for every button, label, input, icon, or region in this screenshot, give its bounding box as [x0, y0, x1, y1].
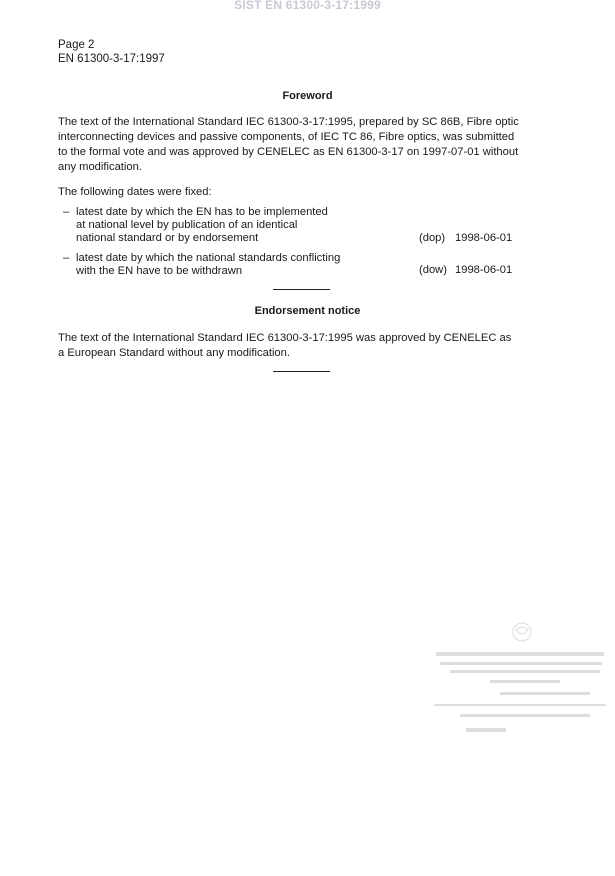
- document-id: EN 61300-3-17:1997: [58, 53, 165, 65]
- date-code-dop: (dop): [419, 232, 446, 244]
- date-value-dop: 1998-06-01: [455, 232, 513, 244]
- foreword-line: interconnecting devices and passive components, of IEC TC 86, Fibre optics, was submitted: [58, 131, 515, 143]
- endorsement-line: The text of the International Standard IEC 61300-3-17:1995 was approved by CENELEC as: [58, 332, 512, 344]
- foreword-line: to the formal vote and was approved by CENELEC as EN 61300-3-17 on 1997-07-01 without: [58, 146, 519, 158]
- foreword-line: any modification.: [58, 161, 142, 173]
- list-item-line: at national level by publication of an identical: [76, 219, 298, 231]
- faded-stamp-image: [430, 620, 610, 750]
- list-dash: –: [63, 252, 70, 264]
- endorsement-paragraph: [58, 331, 553, 361]
- foreword-line: The text of the International Standard IEC 61300-3-17:1995, prepared by SC 86B, Fibre optic: [58, 116, 519, 128]
- list-item-line: latest date by which the EN has to be implemented: [76, 206, 328, 218]
- document-watermark: SIST EN 61300-3-17:1999: [234, 0, 381, 12]
- page-header: [58, 38, 165, 66]
- foreword-paragraph: [58, 115, 553, 175]
- foreword-title: Foreword: [282, 90, 333, 102]
- section-divider: [273, 289, 330, 290]
- list-item-line: national standard or by endorsement: [76, 232, 259, 244]
- list-dash: –: [63, 206, 70, 218]
- date-value-dow: 1998-06-01: [455, 264, 513, 276]
- date-code-dow: (dow): [419, 264, 447, 276]
- page-number: Page 2: [58, 39, 95, 51]
- list-item-line: with the EN have to be withdrawn: [76, 265, 243, 277]
- list-item-line: latest date by which the national standards conflicting: [76, 252, 341, 264]
- endorsement-title: Endorsement notice: [254, 305, 361, 317]
- dates-intro: The following dates were fixed:: [58, 186, 212, 198]
- end-divider: [273, 371, 330, 372]
- endorsement-line: a European Standard without any modification.: [58, 347, 290, 359]
